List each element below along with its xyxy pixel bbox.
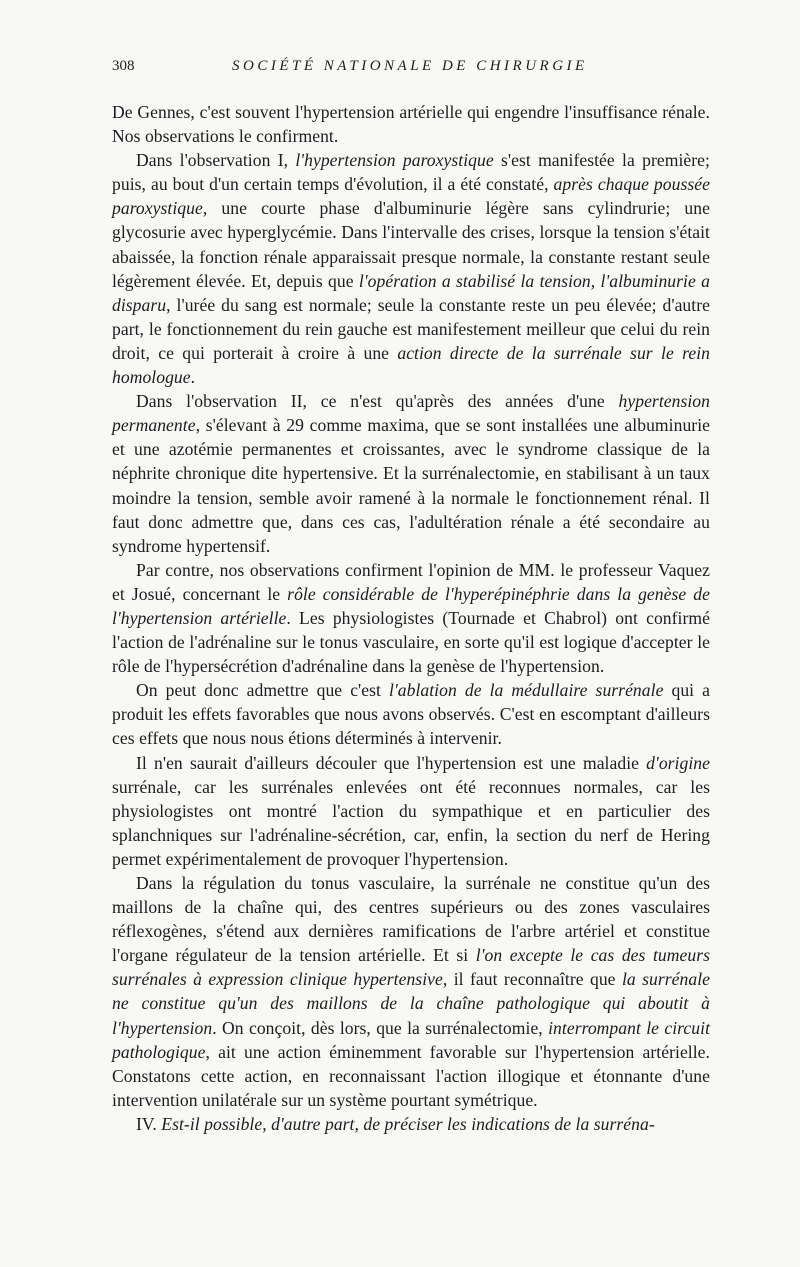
text-run: . Les physiologistes (Tournade et Chabrol) ont confirmé l'action de l'adrénaline sur le tonus vasculaire, en sorte qu'il est logique d'accepter le rôle de l'hypersécrétion d'adrénaline dans la genèse de l'hypertension. [112,607,710,677]
italic-text-run: Est-il possible, d'autre part, de préciser les indications de la surréna- [161,1113,655,1134]
paragraph [112,389,710,558]
running-title: SOCIÉTÉ NATIONALE DE CHIRURGIE [232,58,588,74]
text-run: On peut donc admettre que c'est [136,680,390,701]
paragraph [112,678,710,750]
italic-text-run: interrompant le circuit pathologique [112,1017,711,1062]
text-run: , l'urée du sang est normale; seule la constante reste un peu élevée; d'autre part, le fonctionnement du rein gauche est manifestement meilleur que celui du rein droit, ce qui porterait à croire à une [112,294,710,363]
text-run: , s'élevant à 29 comme maxima, que se sont installées une albuminurie et une azotémie permanentes et croissantes, avec le syndrome classique de la néphrite chronique dite hypertensive. Et la surrénalectomie, en stabilisant à un taux moindre la tension, semble avoir ramené à la normale le fonctionnement rénal. Il faut donc admettre que, dans ces cas, l'adultération rénale a été secondaire au syndrome hypertensif. [112,415,710,556]
text-run: . On conçoit, dès lors, que la surrénalectomie, [212,1017,549,1038]
italic-text-run: d'origine [646,752,710,773]
paragraph [112,871,710,1112]
text-run: surrénale, car les surrénales enlevées ont été reconnues normales, car les physiologistes ont montré l'action du sympathique et en particulier des splanchniques sur l'adrénaline-sécrétion, car, enfin, la section du nerf de Hering permet expérimentalement de provoquer l'hypertension. [112,776,710,869]
text-run: , ait une action éminemment favorable sur l'hypertension artérielle. Constatons cette action, en reconnaissant l'action illogique et étonnante d'une intervention unilatérale sur un système pourtant symétrique. [112,1041,710,1110]
italic-text-run: l'on excepte le cas des tumeurs surrénales à expression clinique hypertensive [112,945,711,990]
text-run: Dans l'observation I, [136,150,296,171]
body-text [112,100,710,1136]
text-run: Dans la régulation du tonus vasculaire, la surrénale ne constitue qu'un des maillons de la chaîne qui, des centres supérieurs ou des zones vasculaires réflexogènes, s'étend aux dernières ramifications de l'arbre artériel et constitue l'organe régulateur de la tension artérielle. Et si [112,873,710,966]
paragraph [112,1112,710,1136]
italic-text-run: l'ablation de la médullaire surrénale [389,680,664,701]
text-run: Dans l'observation II, ce n'est qu'après des années d'une [136,391,619,412]
text-run: De Gennes, c'est souvent l'hypertension artérielle qui engendre l'insuffisance rénale. Nos observations le confirment. [112,102,710,147]
italic-text-run: action directe de la surrénale sur le rein homologue [112,342,710,388]
text-run: , il faut reconnaître que [442,969,622,990]
paragraph [112,148,710,389]
italic-text-run: l'hypertension paroxystique [295,150,494,171]
text-run: Par contre, nos observations confirment l'opinion de MM. le professeur Vaquez et Josué, concernant le [112,559,710,604]
page-header [112,58,710,88]
text-run: Il n'en saurait d'ailleurs découler que l'hypertension est une maladie [136,752,647,773]
text-run: , une courte phase d'albuminurie légère sans cylindrurie; une glycosurie avec hyperglycémie. Dans l'intervalle des crises, lorsque la tension s'était abaissée, la fonction rénale apparaissait presque normale, la constante restant seule légèrement élevée. Et, depuis que [112,198,710,291]
paragraph [112,558,710,678]
text-run: s'est manifestée la première; puis, au bout d'un certain temps d'évolution, il a été constaté, [112,150,710,195]
text-run: IV. [136,1113,162,1134]
italic-text-run: après chaque poussée paroxystique [112,174,710,219]
italic-text-run: hypertension permanente [112,391,710,436]
text-run: qui a produit les effets favorables que nous avons observés. C'est en escomptant d'ailleurs ces effets que nous nous étions déterminés à intervenir. [112,680,711,749]
text-run: . [190,367,196,388]
italic-text-run: la surrénale ne constitue qu'un des maillons de la chaîne pathologique qui aboutit à l'hypertension [112,969,710,1038]
paragraph [112,100,710,148]
page-number: 308 [112,58,135,74]
italic-text-run: rôle considérable de l'hyperépinéphrie dans la genèse de l'hypertension artérielle [112,583,710,628]
paragraph [112,751,710,871]
italic-text-run: l'opération a stabilisé la tension, l'albuminurie a disparu [112,270,710,315]
